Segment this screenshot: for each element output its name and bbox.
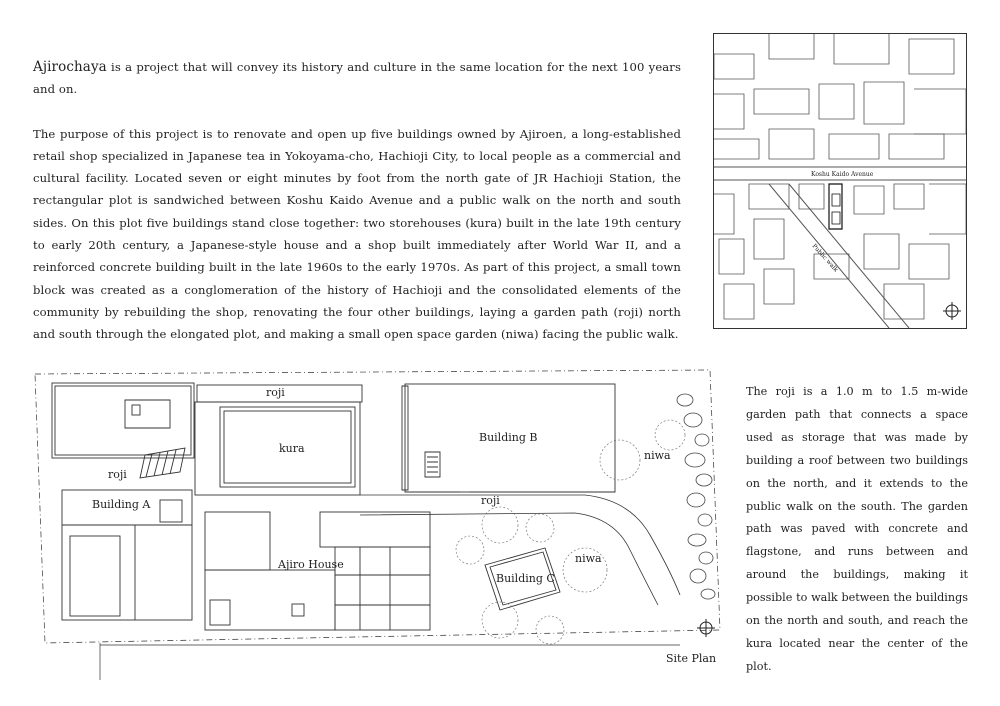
- site-plan-drawing: [30, 360, 730, 690]
- plan-label-roji-top: roji: [266, 386, 285, 399]
- roji-description: The roji is a 1.0 m to 1.5 m-wide garden path that connects a space used as storage that was made by building a roof between two buildings on the north, and it extends to the public walk on the south. The garden path was paved with concrete and flagstone, and runs between and around the buildings, making it possible to walk between the buildings on the north and south, and reach the kura located near the center of the plot.: [746, 385, 968, 673]
- location-map: [713, 33, 967, 329]
- plan-label-kura: kura: [279, 442, 305, 455]
- plan-label-building-c: Building C: [496, 572, 555, 585]
- plan-label-building-a: Building A: [92, 498, 151, 511]
- plan-label-roji-left: roji: [108, 468, 127, 481]
- plan-label-ajiro-house: Ajiro House: [278, 558, 344, 571]
- site-plan-caption: Site Plan: [666, 652, 717, 665]
- site-plan: [30, 360, 730, 690]
- plan-label-niwa-top: niwa: [644, 449, 671, 462]
- map-walk-label: Public walk: [810, 242, 840, 274]
- location-map-drawing: [714, 34, 966, 328]
- plan-north-arrow-icon: [697, 619, 715, 637]
- intro-body-paragraph: The purpose of this project is to renovate and open up five buildings owned by Ajiroen, a long-established retail shop specialized in Japanese tea in Yokoyama-cho, Hachioji City, to local people as a commercial and cultural facility. Located seven or eight minutes by foot from the north gate of JR Hachioji Station, the rectangular plot is sandwiched between Koshu Kaido Avenue and a public walk on the north and south sides. On this plot five buildings stand close together: two storehouses (kura) built in the late 19th century to early 20th century, a Japanese-style house and a shop built immediately after World War II, and a reinforced concrete building built in the late 1960s to the early 1970s. As part of this project, a small town block was created as a conglomeration of the history of Hachioji and the consolidated elements of the community by rebuilding the shop, renovating the four other buildings, laying a garden path (roji) north and south through the elongated plot, and making a small open space garden (niwa) facing the public walk.: [33, 126, 681, 342]
- intro-text-block: [33, 56, 681, 346]
- intro-lead-paragraph: [33, 56, 681, 101]
- plan-label-roji-mid: roji: [481, 494, 500, 507]
- intro-lead-text: is a project that will convey its history and culture in the same location for the next 100 years and on.: [33, 60, 681, 97]
- map-north-arrow-icon: [943, 302, 961, 320]
- map-avenue-label: Koshu Kaido Avenue: [811, 171, 874, 178]
- plan-label-building-b: Building B: [479, 431, 538, 444]
- plan-label-niwa-mid: niwa: [575, 552, 602, 565]
- project-name: Ajirochaya: [33, 59, 107, 75]
